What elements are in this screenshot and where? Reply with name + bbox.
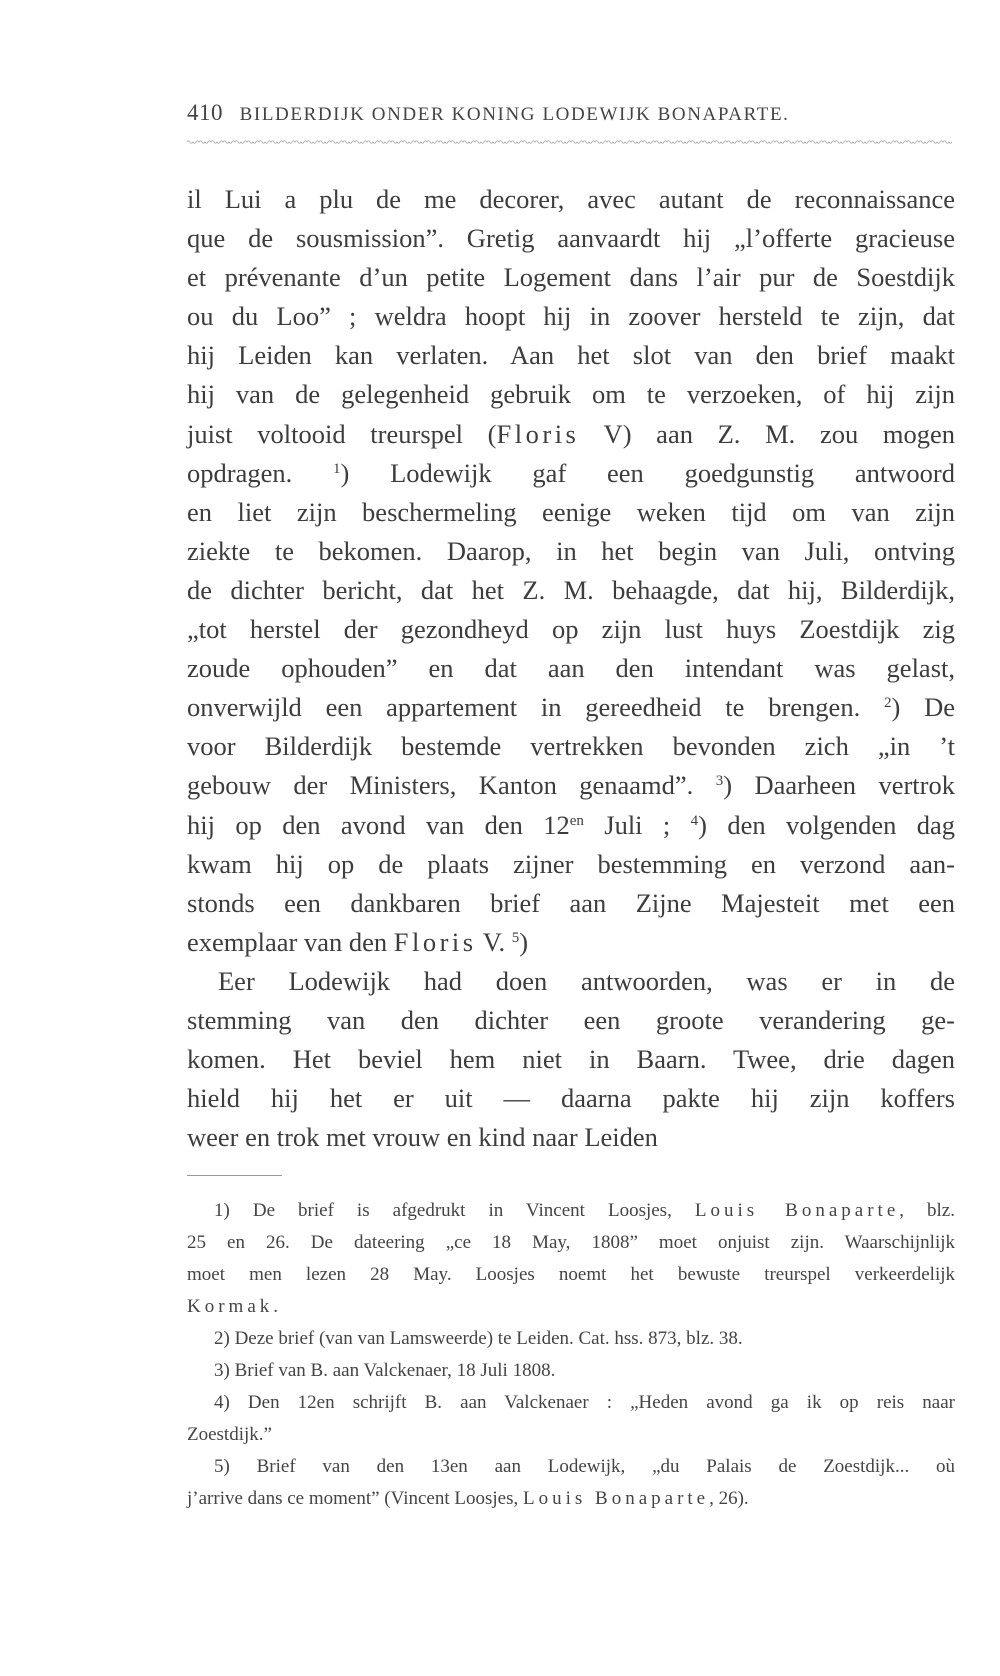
line-text: hij op den avond van den 12 — [187, 809, 570, 840]
line-text: Eer Lodewijk had doen antwoorden, was er in de — [218, 965, 955, 996]
footnote-text: Zoestdijk.” — [187, 1424, 272, 1445]
footnote-reference: 2 — [883, 695, 892, 712]
footnote-divider — [187, 1175, 282, 1176]
footnote-text: , 26). — [709, 1488, 749, 1509]
footnote-reference: 1 — [333, 460, 341, 477]
line-text: juist voltooid treurspel ( — [187, 418, 497, 449]
line-text: stonds een dankbaren brief aan Zijne Majesteit met een — [187, 887, 955, 918]
text-line — [187, 923, 955, 962]
footnote-text: moet men lezen 28 May. Loosjes noemt het bewuste treurspel verkeerdelijk — [187, 1264, 955, 1285]
footnote-line — [187, 1451, 955, 1483]
text-line — [187, 258, 955, 297]
footnote-line — [187, 1195, 955, 1227]
line-text: ) — [519, 926, 529, 957]
footnote-reference: 3 — [715, 773, 724, 790]
text-line — [187, 727, 955, 766]
footnote-line — [187, 1387, 955, 1419]
text-line — [187, 571, 955, 610]
line-text: ) den volgenden dag — [698, 809, 955, 840]
footnotes — [187, 1195, 955, 1515]
text-line — [187, 806, 955, 845]
text-line — [187, 1040, 955, 1079]
line-text: opdragen. — [187, 457, 333, 488]
text-line — [187, 415, 955, 454]
text-line — [187, 1001, 955, 1040]
running-header — [187, 100, 947, 126]
line-text: V) aan Z. M. zou mogen — [579, 418, 955, 449]
line-text: zoude ophouden” en dat aan den intendant was gelast, — [187, 653, 955, 684]
footnote-line — [187, 1355, 955, 1387]
footnote-line — [187, 1227, 955, 1259]
line-text: il Lui a plu de me decorer, avec autant de reconnaissance — [187, 184, 955, 214]
line-text: et prévenante d’un petite Logement dans l’air pur de Soestdijk — [187, 262, 955, 293]
text-line — [187, 375, 955, 414]
text-line — [187, 766, 955, 805]
text-line — [187, 688, 955, 727]
page-number: 410 — [187, 100, 223, 125]
footnote-line — [187, 1259, 955, 1291]
text-line — [187, 610, 955, 649]
text-line — [187, 180, 955, 219]
line-text: gebouw der Ministers, Kanton genaamd”. — [187, 770, 716, 801]
header-wavy-rule — [187, 138, 952, 146]
footnote-line — [187, 1323, 955, 1355]
footnote-text: 2) Deze brief (van van Lamsweerde) te Leiden. Cat. hss. 873, blz. 38. — [214, 1328, 743, 1349]
spaced-title: Kormak — [187, 1296, 274, 1317]
text-line — [187, 297, 955, 336]
line-text: „tot herstel der gezondheyd op zijn lust huys Zoestdijk zig — [187, 614, 955, 645]
line-text: hij van de gelegenheid gebruik om te verzoeken, of hij zijn — [187, 379, 955, 410]
footnote-text: . — [273, 1296, 279, 1317]
line-text: que de sousmission”. Gretig aanvaardt hij „l’offerte gracieuse — [187, 223, 955, 254]
footnote-text: 5) Brief van den 13en aan Lodewijk, „du Palais de Zoestdijk... où — [214, 1456, 955, 1477]
footnote-reference: en — [569, 812, 584, 829]
line-text: ) Daarheen vertrok — [723, 770, 955, 801]
main-text — [187, 180, 955, 1157]
line-text: hield hij het er uit — daarna pakte hij zijn koffers — [187, 1083, 955, 1114]
footnote-text: 1) De brief is afgedrukt in Vincent Loosjes, — [214, 1200, 695, 1221]
line-text: komen. Het beviel hem niet in Baarn. Twee, drie dagen — [187, 1044, 955, 1075]
text-line — [187, 336, 955, 375]
running-title: BILDERDIJK ONDER KONING LODEWIJK BONAPARTE. — [239, 104, 790, 125]
line-text: ou du Loo” ; weldra hoopt hij in zoover hersteld te zijn, dat — [187, 301, 955, 332]
line-text: stemming van den dichter een groote verandering ge- — [187, 1004, 955, 1035]
spaced-title: Louis Bonaparte — [523, 1488, 710, 1509]
line-text: en liet zijn beschermeling eenige weken tijd om van zijn — [187, 496, 955, 527]
footnote-line — [187, 1419, 955, 1451]
footnote-text: 3) Brief van B. aan Valckenaer, 18 Juli 1808. — [214, 1360, 556, 1381]
text-line — [187, 1118, 955, 1157]
text-line — [187, 1079, 955, 1118]
line-text: weer en trok met vrouw en kind naar Leiden — [187, 1122, 658, 1153]
line-text: ) De — [891, 692, 955, 723]
line-text: ziekte te bekomen. Daarop, in het begin van Juli, ontving — [187, 535, 955, 566]
spaced-title: Louis Bonaparte — [694, 1200, 900, 1221]
text-line — [187, 845, 955, 884]
footnote-text: 4) Den 12en schrijft B. aan Valckenaer : „Heden avond ga ik op reis naar — [214, 1392, 955, 1413]
text-line — [187, 219, 955, 258]
line-text: kwam hij op de plaats zijner bestemming en verzond aan- — [187, 848, 955, 879]
text-line — [187, 493, 955, 532]
footnote-line — [187, 1483, 955, 1515]
spaced-title: Floris — [393, 926, 477, 957]
text-line — [187, 649, 955, 688]
footnote-reference: 4 — [690, 812, 699, 829]
line-text: Juli ; — [583, 809, 691, 840]
spaced-title: Floris — [496, 418, 580, 449]
footnote-line — [187, 1291, 955, 1323]
line-text: de dichter bericht, dat het Z. M. behaagde, dat hij, Bilderdijk, — [187, 574, 955, 605]
text-line — [187, 962, 955, 1001]
line-text: hij Leiden kan verlaten. Aan het slot van den brief maakt — [187, 340, 955, 371]
footnote-text: 25 en 26. De dateering „ce 18 May, 1808” moet onjuist zijn. Waarschijnlijk — [187, 1232, 955, 1253]
line-text: voor Bilderdijk bestemde vertrekken bevonden zich „in ’t — [187, 731, 955, 762]
line-text: onverwijld een appartement in gereedheid te brengen. — [187, 692, 884, 723]
text-line — [187, 454, 955, 493]
footnote-text: , blz. — [899, 1200, 955, 1221]
footnote-reference: 5 — [511, 929, 520, 946]
text-line — [187, 532, 955, 571]
text-line — [187, 884, 955, 923]
line-text: V. — [476, 926, 512, 957]
line-text: ) Lodewijk gaf een goedgunstig antwoord — [340, 457, 955, 488]
footnote-text: j’arrive dans ce moment” (Vincent Loosjes, — [187, 1488, 523, 1509]
line-text: exemplaar van den — [187, 926, 394, 957]
